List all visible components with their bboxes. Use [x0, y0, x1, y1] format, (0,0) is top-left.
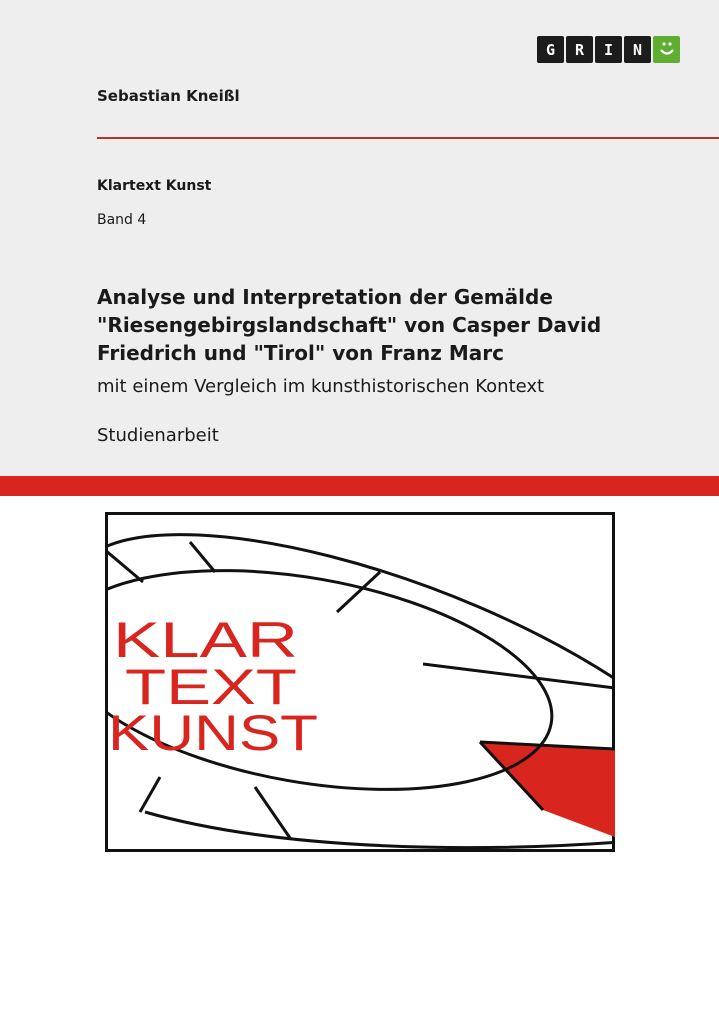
logo-line-2: TEXT [125, 659, 297, 715]
book-title: Analyse und Interpretation der Gemälde "Riesengebirgslandschaft" von Casper David Friedrich und "Tirol" von Franz Marc [97, 285, 602, 365]
divider-line [97, 137, 719, 139]
logo-letter-g: G [537, 36, 564, 63]
red-band [0, 476, 719, 496]
grin-logo [537, 36, 680, 63]
book-subtitle: mit einem Vergleich im kunsthistorischen Kontext [97, 376, 545, 397]
logo-letter-n: N [624, 36, 651, 63]
logo-line-3: KUNST [108, 705, 318, 761]
logo-letter-i: I [595, 36, 622, 63]
author-name: Sebastian Kneißl [97, 87, 240, 105]
volume-label: Band 4 [97, 212, 147, 228]
series-title: Klartext Kunst [97, 178, 212, 194]
smile-icon [653, 36, 680, 63]
klartext-kunst-logo [105, 512, 615, 852]
document-type: Studienarbeit [97, 425, 219, 446]
logo-letter-r: R [566, 36, 593, 63]
logo-line-1: KLAR [113, 612, 298, 668]
cover-header-panel [0, 0, 719, 476]
